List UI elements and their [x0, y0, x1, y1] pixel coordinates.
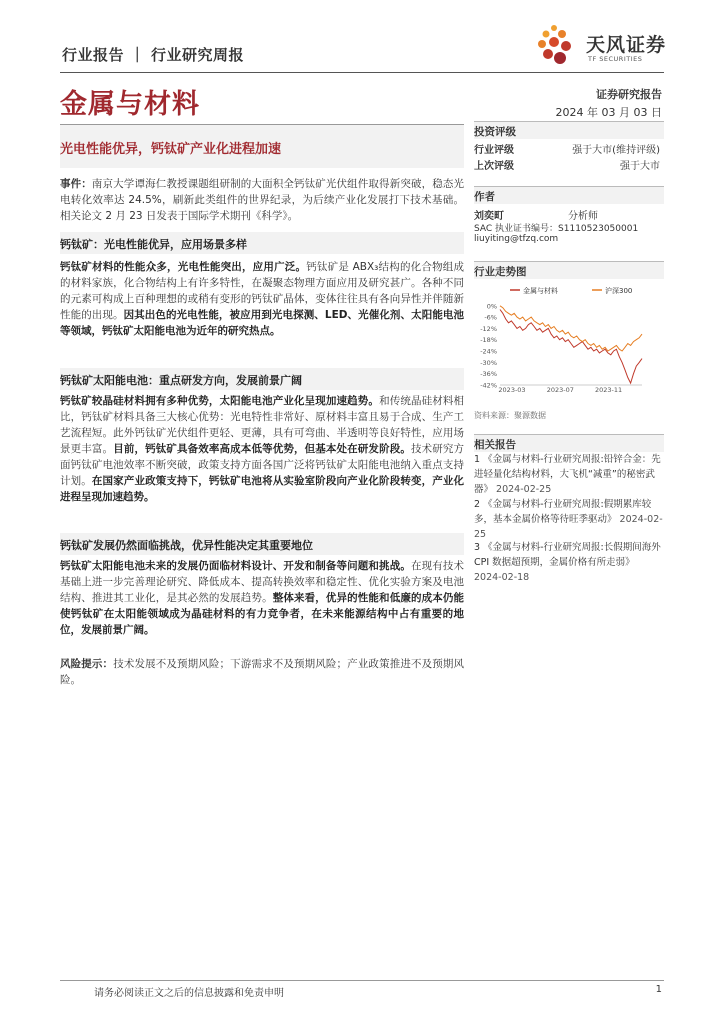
report-date: 2024 年 03 月 03 日	[555, 106, 662, 119]
y-tick-label: -42%	[480, 381, 497, 390]
last-rating-label: 上次评级	[474, 161, 514, 172]
series-line	[500, 310, 642, 384]
logo-dot-icon	[538, 40, 546, 48]
section1-bold1: 钙钛矿材料的性能众多，光电性能突出，应用广泛。	[60, 261, 307, 273]
section2-paragraph	[60, 393, 464, 505]
last-rating-value: 强于大市	[620, 161, 660, 172]
related-report-text[interactable]: 2 《金属与材料-行业研究周报:假期累库较多，基本金属价格等待旺季驱动》	[474, 499, 652, 525]
section3-paragraph	[60, 558, 464, 638]
logo-english: TF SECURITIES	[588, 55, 643, 63]
section2-text2: 技术研究方面钙钛矿电池效率不断突破，政策支持方面各国广泛将钙钛矿太阳能电池纳入重点支持计划。	[60, 443, 465, 487]
industry-rating-row	[474, 141, 664, 157]
footer-disclaimer: 请务必阅读正文之后的信息披露和免责申明	[94, 988, 284, 999]
footer-divider	[60, 980, 664, 981]
legend-label: 金属与材料	[523, 287, 558, 295]
section2-heading: 钙钛矿太阳能电池：重点研发方向，发展前景广阔	[60, 368, 464, 390]
y-tick-label: -36%	[480, 370, 497, 379]
related-report-item[interactable]	[474, 452, 664, 497]
author-email[interactable]: liuyiting@tfzq.com	[474, 234, 559, 244]
y-tick-label: -18%	[480, 336, 497, 345]
section2-bold2: 目前，钙钛矿具备效率高成本低等优势，但基本处在研发阶段。	[113, 443, 411, 455]
section2-bold1: 钙钛矿较晶硅材料拥有多种优势，太阳能电池产业化呈现加速趋势。	[60, 395, 380, 407]
related-report-text[interactable]: 1 《金属与材料-行业研究周报:铅锌合金：先进轻量化结构材料，大飞机“减重”的秘密武器》	[474, 454, 661, 495]
page-number: 1	[655, 984, 662, 995]
logo-dot-icon	[551, 25, 557, 31]
logo-name: 天风证券	[586, 34, 667, 56]
report-type: 行业报告 ｜ 行业研究周报	[62, 46, 244, 64]
industry-rating-label: 行业评级	[474, 145, 514, 156]
section1-bold2: 因其出色的光电性能，被应用到光电探测、LED、光催化剂、太阳能电池等领域，钙钛矿太阳能电池为近年的研究热点。	[60, 309, 465, 337]
x-tick-label: 2023-03	[498, 386, 526, 392]
industry-rating-value: 强于大市(维持评级)	[572, 145, 660, 156]
section1-paragraph	[60, 259, 464, 339]
related-report-date: 2024-02-25	[496, 484, 552, 495]
chart-source: 资料来源：聚源数据	[474, 411, 546, 420]
industry-trend-chart	[474, 282, 664, 392]
logo-dot-icon	[554, 52, 566, 64]
section2-text1: 和传统晶硅材料相比，钙钛矿材料具备三大核心优势：光电特性非常好、原材料丰富且易于合成、生产工艺流程短。此外钙钛矿光伏组件更轻、更薄，具有可弯曲、半透明等良好特性，应用场景更丰富。	[60, 395, 465, 455]
section2-bold3: 在国家产业政策支持下，钙钛矿电池将从实验室阶段向产业化阶段转变，产业化进程呈现加速趋势。	[60, 475, 464, 503]
x-tick-label: 2023-07	[546, 386, 574, 392]
header-divider	[60, 72, 664, 73]
related-heading: 相关报告	[474, 434, 664, 452]
author-heading: 作者	[474, 186, 664, 204]
risk-paragraph	[60, 656, 464, 688]
section3-text1: 在现有技术基础上进一步完善理论研究、降低成本、提高转换效率和稳定性、优化实验方案及电池结构、推进其工业化，是其必然的发展趋势。	[60, 560, 465, 604]
event-text: 南京大学谭海仁教授课题组研制的大面积全钙钛矿光伏组件取得新突破，稳态光电转化效率达 24.5%，刷新此类组件的世界纪录，为后续产业化发展打下技术基础。相关论文 2 月 23 日发表于国际学术期刊《科学》。	[60, 178, 464, 222]
related-report-date: 2024-02-18	[474, 572, 530, 583]
y-tick-label: 0%	[486, 302, 497, 311]
section3-heading: 钙钛矿发展仍然面临挑战，优异性能决定其重要地位	[60, 533, 464, 555]
report-title: 光电性能优异，钙钛矿产业化进程加速	[60, 142, 282, 157]
related-report-item[interactable]	[474, 497, 664, 542]
event-label: 事件：	[60, 178, 92, 190]
y-tick-label: -12%	[480, 324, 497, 333]
y-tick-label: -24%	[480, 347, 497, 356]
logo-dot-icon	[561, 41, 571, 51]
trend-heading: 行业走势图	[474, 261, 664, 279]
title-bar	[60, 124, 464, 168]
last-rating-row	[474, 157, 664, 173]
y-tick-label: -30%	[480, 358, 497, 367]
section3-bold2: 整体来看，优异的性能和低廉的成本仍能使钙钛矿在太阳能领域成为晶硅材料的有力竞争者，在未来能源结构中占有重要的地位，发展前景广阔。	[60, 592, 464, 636]
related-report-item[interactable]	[474, 540, 664, 585]
risk-label: 风险提示：	[60, 658, 114, 670]
report-kind: 证券研究报告	[596, 88, 662, 101]
related-report-text[interactable]: 3 《金属与材料-行业研究周报:长假期间海外 CPI 数据超预期，金属价格有所走弱》	[474, 542, 661, 568]
author-sac: SAC 执业证书编号：S1110523050001	[474, 224, 639, 234]
logo-dot-icon	[543, 49, 553, 59]
logo-dot-icon	[549, 37, 559, 47]
section1-text1: 钙钛矿是 ABX₃结构的化合物组成的材料家族，化合物结构上有许多特性，在凝聚态物理方面应用及研究甚广。各种不同的元素可构成上百种理想的或稍有变形的钙钛矿晶体，变体往往具有各向异性并伴随新性能的出现。	[60, 261, 464, 321]
y-tick-label: -6%	[484, 313, 497, 322]
author-title: 分析师	[568, 211, 598, 222]
logo-dot-icon	[558, 30, 566, 38]
x-tick-label: 2023-11	[594, 386, 623, 392]
section1-heading: 钙钛矿：光电性能优异，应用场景多样	[60, 232, 464, 254]
section3-bold1: 钙钛矿太阳能电池未来的发展仍面临材料设计、开发和制备等问题和挑战。	[60, 560, 411, 572]
sector-title: 金属与材料	[60, 89, 200, 120]
author-name: 刘奕町	[474, 211, 504, 222]
risk-text: 技术发展不及预期风险；下游需求不及预期风险；产业政策推进不及预期风险。	[60, 658, 465, 686]
legend-label: 沪深300	[605, 287, 633, 295]
logo-dot-icon	[543, 31, 550, 38]
event-paragraph	[60, 176, 464, 224]
related-report-date: 2024-02-25	[474, 514, 663, 540]
rating-heading: 投资评级	[474, 121, 664, 139]
